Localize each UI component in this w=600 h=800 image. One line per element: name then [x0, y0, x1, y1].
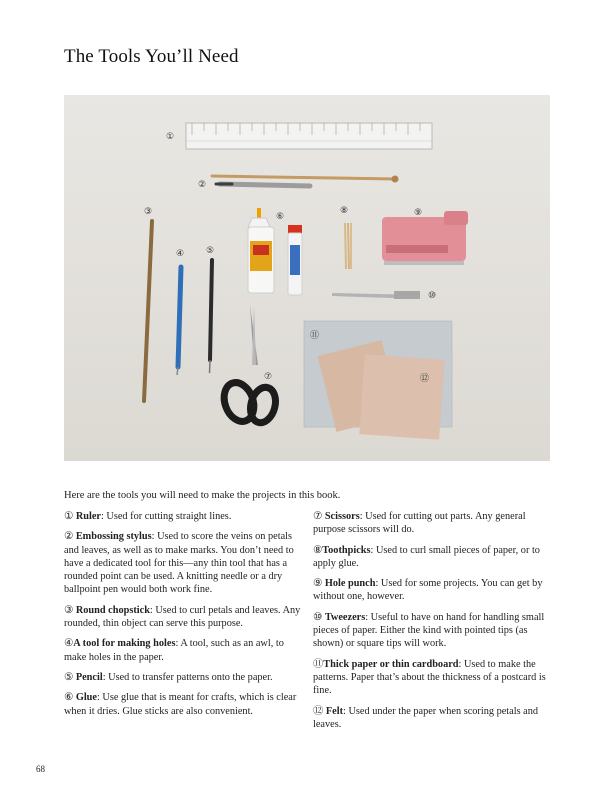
callout-7: ⑦	[264, 372, 273, 382]
item-term: Pencil	[75, 671, 103, 683]
item-term: A tool for making holes	[73, 638, 176, 650]
tool-item	[64, 691, 304, 718]
tool-item	[313, 611, 553, 651]
item-number: ⑦	[313, 511, 323, 522]
callout-3: ③	[144, 207, 153, 217]
item-number: ③	[64, 604, 74, 616]
callout-11: ⑪	[310, 331, 320, 341]
tools-illustration	[64, 95, 550, 461]
item-desc: : Used to make the patterns. Paper that’s about the thickness of a postcard is fine.	[313, 658, 546, 697]
intro-text: Here are the tools you will need to make the projects in this book.	[64, 490, 341, 501]
tool-item	[64, 510, 304, 523]
tool-item	[313, 658, 553, 698]
tool-item	[313, 577, 553, 604]
item-number: ⑤	[64, 671, 74, 683]
item-term: Hole punch	[324, 578, 376, 590]
callout-1: ①	[166, 132, 175, 142]
item-number: ⑥	[64, 692, 74, 704]
tools-list-right	[313, 510, 553, 738]
tools-list-left	[64, 510, 304, 725]
item-desc: : Use glue that is meant for crafts, which is clear when it dries. Glue sticks are also convenient.	[64, 692, 297, 717]
tool-item	[313, 544, 553, 571]
item-term: Round chopstick	[75, 604, 150, 616]
callout-6: ⑥	[276, 212, 285, 222]
page-title: The Tools You’ll Need	[64, 46, 239, 67]
item-desc: : Useful to have on hand for handling small pieces of paper. Either the kind with pointed tips (as shown) or square tips will work.	[313, 611, 545, 650]
tools-photo	[64, 95, 550, 461]
callout-9: ⑨	[414, 208, 423, 218]
item-desc: : Used for some projects. You can get by without one, however.	[313, 578, 543, 603]
tool-item	[64, 671, 304, 684]
item-term: Scissors	[324, 511, 360, 522]
callout-12: ⑫	[420, 374, 430, 384]
item-term: Tweezers	[324, 611, 366, 623]
tool-item	[64, 530, 304, 596]
item-desc: : Used under the paper when scoring petals and leaves.	[313, 705, 539, 730]
item-number: ②	[64, 531, 74, 543]
item-term: Toothpicks	[322, 544, 371, 556]
tool-item	[64, 604, 304, 631]
item-term: Ruler	[75, 511, 101, 522]
item-number: ④	[64, 638, 74, 650]
item-number: ⑪	[313, 658, 324, 670]
item-term: Glue	[75, 692, 97, 704]
callout-8: ⑧	[340, 206, 349, 216]
callout-2: ②	[198, 180, 207, 190]
pencil-image	[210, 260, 213, 373]
item-desc: : Used to curl small pieces of paper, or to apply glue.	[313, 544, 540, 569]
item-number: ⑧	[313, 544, 323, 556]
item-number: ⑫	[313, 705, 324, 717]
ruler-image	[186, 123, 432, 149]
tool-item	[313, 510, 553, 537]
item-desc: : Used for cutting out parts. Any general purpose scissors will do.	[313, 511, 526, 536]
tool-item	[64, 637, 304, 664]
item-desc: : Used to score the veins on petals and leaves, as well as to make marks. You don’t need to have a dedicated tool for this—any thin tool that has a rounded point can be used. A knitting needle or a dry ballpoint pen would both work fine.	[64, 531, 294, 596]
hole-punch-image	[382, 211, 468, 265]
item-desc: : A tool, such as an awl, to make holes in the paper.	[64, 638, 284, 663]
item-term: Thick paper or thin cardboard	[323, 658, 459, 670]
item-desc: : Used to transfer patterns onto the paper.	[102, 671, 273, 683]
item-desc: : Used to curl petals and leaves. Any rounded, thin object can serve this purpose.	[64, 604, 301, 630]
item-term: Felt	[325, 705, 344, 717]
callout-4: ④	[176, 249, 185, 259]
item-number: ⑨	[313, 578, 323, 590]
item-desc: : Used for cutting straight lines.	[100, 511, 232, 522]
item-number: ①	[64, 511, 74, 522]
page-number: 68	[36, 764, 45, 774]
callout-5: ⑤	[206, 246, 215, 256]
item-term: Embossing stylus	[75, 531, 152, 543]
toothpicks-image	[345, 223, 351, 269]
item-number: ⑩	[313, 611, 323, 623]
callout-10: ⑩	[428, 291, 437, 301]
tool-item	[313, 705, 553, 732]
